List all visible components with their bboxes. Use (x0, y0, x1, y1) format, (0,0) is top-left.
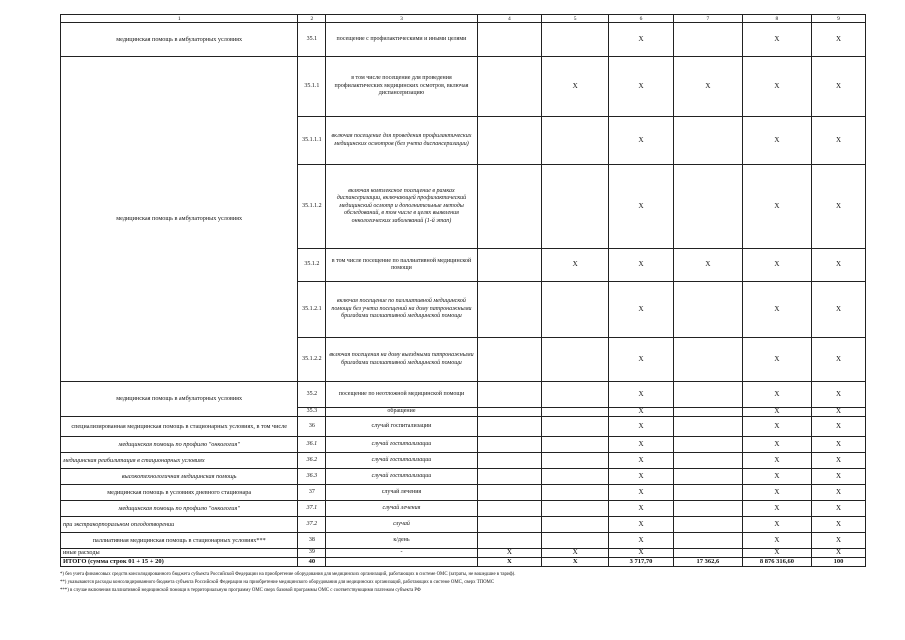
row-code: 40 (298, 558, 326, 567)
cell (673, 533, 742, 549)
cell (542, 517, 609, 533)
footnote: *) без учета финансовых средств консолидированного бюджета субъекта Российской Федерации на приобретение оборудования для медицинских организаций, работающих в системе ОМС (затраты, не вошедшие в тариф). (60, 572, 516, 577)
cell: X (742, 453, 811, 469)
cell: X (811, 501, 865, 517)
cell: X (742, 408, 811, 417)
cell: X (811, 117, 865, 165)
col-num: 3 (326, 15, 477, 23)
cell (477, 453, 542, 469)
row-unit: в том числе посещение по паллиативной медицинской помощи (326, 249, 477, 282)
financing-table (60, 14, 866, 567)
table-row (61, 382, 866, 408)
cell (542, 437, 609, 453)
table-row (61, 517, 866, 533)
cell: X (742, 382, 811, 408)
col-num: 9 (811, 15, 865, 23)
cell: X (609, 338, 674, 382)
row-code: 37 (298, 485, 326, 501)
cell (673, 485, 742, 501)
footnote: **) указываются расходы консолидированного бюджета субъекта Российской Федерации на приобретение медицинского оборудования для медицинских организаций, работающих в системе ОМС, сверх ТПОМС (60, 580, 495, 585)
row-name: медицинская помощь в условиях дневного стационара (61, 485, 298, 501)
cell: X (742, 437, 811, 453)
table-row (61, 533, 866, 549)
cell (673, 165, 742, 249)
row-unit (326, 558, 477, 567)
row-name: иные расходы (61, 549, 298, 558)
cell: X (811, 469, 865, 485)
row-code: 36 (298, 417, 326, 437)
cell (673, 282, 742, 338)
cell: X (811, 485, 865, 501)
cell (542, 408, 609, 417)
cell (477, 117, 542, 165)
row-unit: - (326, 549, 477, 558)
cell: 100 (811, 558, 865, 567)
cell: X (811, 437, 865, 453)
cell (673, 549, 742, 558)
cell: X (742, 469, 811, 485)
cell: X (742, 23, 811, 57)
cell: X (811, 533, 865, 549)
row-code: 38 (298, 533, 326, 549)
row-unit: посещение с профилактическими и иными целями (326, 23, 477, 57)
row-unit: обращение (326, 408, 477, 417)
table-row (61, 437, 866, 453)
cell (477, 382, 542, 408)
cell (542, 165, 609, 249)
row-code: 36.3 (298, 469, 326, 485)
cell (542, 485, 609, 501)
cell (542, 533, 609, 549)
cell (477, 437, 542, 453)
cell (477, 533, 542, 549)
cell (477, 517, 542, 533)
table-row (61, 23, 866, 57)
cell (542, 469, 609, 485)
row-unit: включая посещение для проведения профилактических медицинских осмотров (без учета диспансеризации) (326, 117, 477, 165)
cell: X (609, 117, 674, 165)
footnote: ***) в случае включения паллиативной медицинской помощи в территориальную программу ОМС сверх базовой программы ОМС с соответствующими платежом субъекта РФ (60, 588, 421, 593)
cell: 8 876 316,60 (742, 558, 811, 567)
row-code: 35.1.2.1 (298, 282, 326, 338)
cell: X (742, 165, 811, 249)
row-name: паллиативная медицинская помощь в стационарных условиях*** (61, 533, 298, 549)
cell: X (811, 282, 865, 338)
cell: X (742, 117, 811, 165)
cell: X (609, 165, 674, 249)
row-code: 37.2 (298, 517, 326, 533)
row-unit: включая комплексное посещение в рамках диспансеризации, включающей профилактический медицинский осмотр и дополнительные методы обследований, в том числе в целях выявления онкологических заболеваний (1-й этап) (326, 165, 477, 249)
cell: X (673, 249, 742, 282)
cell: X (742, 549, 811, 558)
cell: X (542, 249, 609, 282)
cell: X (742, 485, 811, 501)
cell: X (609, 485, 674, 501)
row-unit: случай госпитализации (326, 453, 477, 469)
cell: X (742, 533, 811, 549)
cell (477, 408, 542, 417)
cell (477, 282, 542, 338)
cell (673, 437, 742, 453)
cell: X (811, 23, 865, 57)
table-row (61, 453, 866, 469)
row-code: 35.3 (298, 408, 326, 417)
row-name: ИТОГО (сумма строк 01 + 15 + 20) (61, 558, 298, 567)
row-code: 39 (298, 549, 326, 558)
row-unit: случай госпитализации (326, 437, 477, 453)
cell (542, 282, 609, 338)
cell: X (542, 549, 609, 558)
cell: X (609, 533, 674, 549)
cell: X (542, 57, 609, 117)
col-num: 1 (61, 15, 298, 23)
cell: 3 717,70 (609, 558, 674, 567)
cell (673, 469, 742, 485)
cell (673, 517, 742, 533)
cell (477, 249, 542, 282)
cell (673, 417, 742, 437)
cell: X (609, 469, 674, 485)
row-unit: включая посещение по паллиативной медицинской помощи без учета посещений на дому патронажными бригадами паллиативной медицинской помощи (326, 282, 477, 338)
cell (673, 501, 742, 517)
cell (673, 408, 742, 417)
cell: X (811, 382, 865, 408)
row-unit: в том числе посещение для проведения профилактических медицинских осмотров, включая диспансеризацию (326, 57, 477, 117)
cell: X (811, 165, 865, 249)
row-unit: случай госпитализации (326, 417, 477, 437)
cell: X (811, 338, 865, 382)
row-unit: случай лечения (326, 485, 477, 501)
row-code: 35.1.2 (298, 249, 326, 282)
cell: X (742, 282, 811, 338)
cell: X (742, 249, 811, 282)
row-name: медицинская реабилитация в стационарных условиях (61, 453, 298, 469)
col-num: 6 (609, 15, 674, 23)
cell: X (609, 437, 674, 453)
cell (477, 501, 542, 517)
cell: X (811, 517, 865, 533)
cell: X (609, 453, 674, 469)
row-code: 35.1 (298, 23, 326, 57)
cell: X (811, 453, 865, 469)
cell: X (477, 558, 542, 567)
total-row (61, 558, 866, 567)
cell: X (742, 57, 811, 117)
cell: X (542, 558, 609, 567)
cell (477, 338, 542, 382)
row-name: медицинская помощь по профилю "онкология" (61, 501, 298, 517)
cell (542, 117, 609, 165)
table-row (61, 417, 866, 437)
cell: X (742, 501, 811, 517)
cell (477, 23, 542, 57)
cell: X (811, 408, 865, 417)
cell (673, 23, 742, 57)
col-num: 2 (298, 15, 326, 23)
row-name: высокотехнологичная медицинская помощь (61, 469, 298, 485)
cell: X (609, 501, 674, 517)
table-row (61, 501, 866, 517)
col-num: 4 (477, 15, 542, 23)
cell (542, 453, 609, 469)
document-page (60, 14, 866, 595)
cell: X (609, 23, 674, 57)
cell (477, 165, 542, 249)
cell: X (811, 417, 865, 437)
cell (477, 417, 542, 437)
cell: X (742, 338, 811, 382)
cell (673, 338, 742, 382)
row-name: специализированная медицинская помощь в стационарных условиях, в том числе (61, 417, 298, 437)
cell (542, 23, 609, 57)
column-number-row (61, 15, 866, 23)
col-num: 7 (673, 15, 742, 23)
cell: X (811, 249, 865, 282)
row-name: медицинская помощь в амбулаторных условиях (61, 57, 298, 382)
row-name: при экстракорпоральном оплодотворении (61, 517, 298, 533)
row-code: 35.1.1.1 (298, 117, 326, 165)
row-unit: включая посещения на дому выездными патронажными бригадами паллиативной медицинской помощи (326, 338, 477, 382)
cell: X (609, 282, 674, 338)
row-code: 35.1.1.2 (298, 165, 326, 249)
cell (542, 382, 609, 408)
cell: X (811, 57, 865, 117)
cell: X (609, 408, 674, 417)
row-name: медицинская помощь в амбулаторных условиях (61, 382, 298, 417)
row-name: медицинская помощь в амбулаторных условиях (61, 23, 298, 57)
row-unit: случай госпитализации (326, 469, 477, 485)
cell: X (609, 382, 674, 408)
cell: X (673, 57, 742, 117)
cell: X (609, 249, 674, 282)
cell (477, 485, 542, 501)
cell (542, 417, 609, 437)
cell: X (609, 417, 674, 437)
cell (542, 338, 609, 382)
row-unit: случай (326, 517, 477, 533)
cell: X (609, 57, 674, 117)
cell: X (609, 517, 674, 533)
row-code: 35.1.2.2 (298, 338, 326, 382)
cell: 17 362,6 (673, 558, 742, 567)
row-name: медицинская помощь по профилю "онкология" (61, 437, 298, 453)
footnotes (60, 571, 866, 595)
cell (673, 453, 742, 469)
cell: X (477, 549, 542, 558)
col-num: 8 (742, 15, 811, 23)
cell (477, 57, 542, 117)
row-unit: посещение по неотложной медицинской помощи (326, 382, 477, 408)
cell (673, 117, 742, 165)
cell: X (609, 549, 674, 558)
cell (673, 382, 742, 408)
row-code: 37.1 (298, 501, 326, 517)
table-row (61, 485, 866, 501)
row-code: 35.2 (298, 382, 326, 408)
table-row (61, 57, 866, 117)
row-code: 35.1.1 (298, 57, 326, 117)
cell: X (742, 517, 811, 533)
row-unit: случай лечения (326, 501, 477, 517)
row-unit: к/день (326, 533, 477, 549)
col-num: 5 (542, 15, 609, 23)
table-row (61, 549, 866, 558)
table-row (61, 469, 866, 485)
cell: X (742, 417, 811, 437)
cell (477, 469, 542, 485)
row-code: 36.2 (298, 453, 326, 469)
row-code: 36.1 (298, 437, 326, 453)
cell: X (811, 549, 865, 558)
cell (542, 501, 609, 517)
